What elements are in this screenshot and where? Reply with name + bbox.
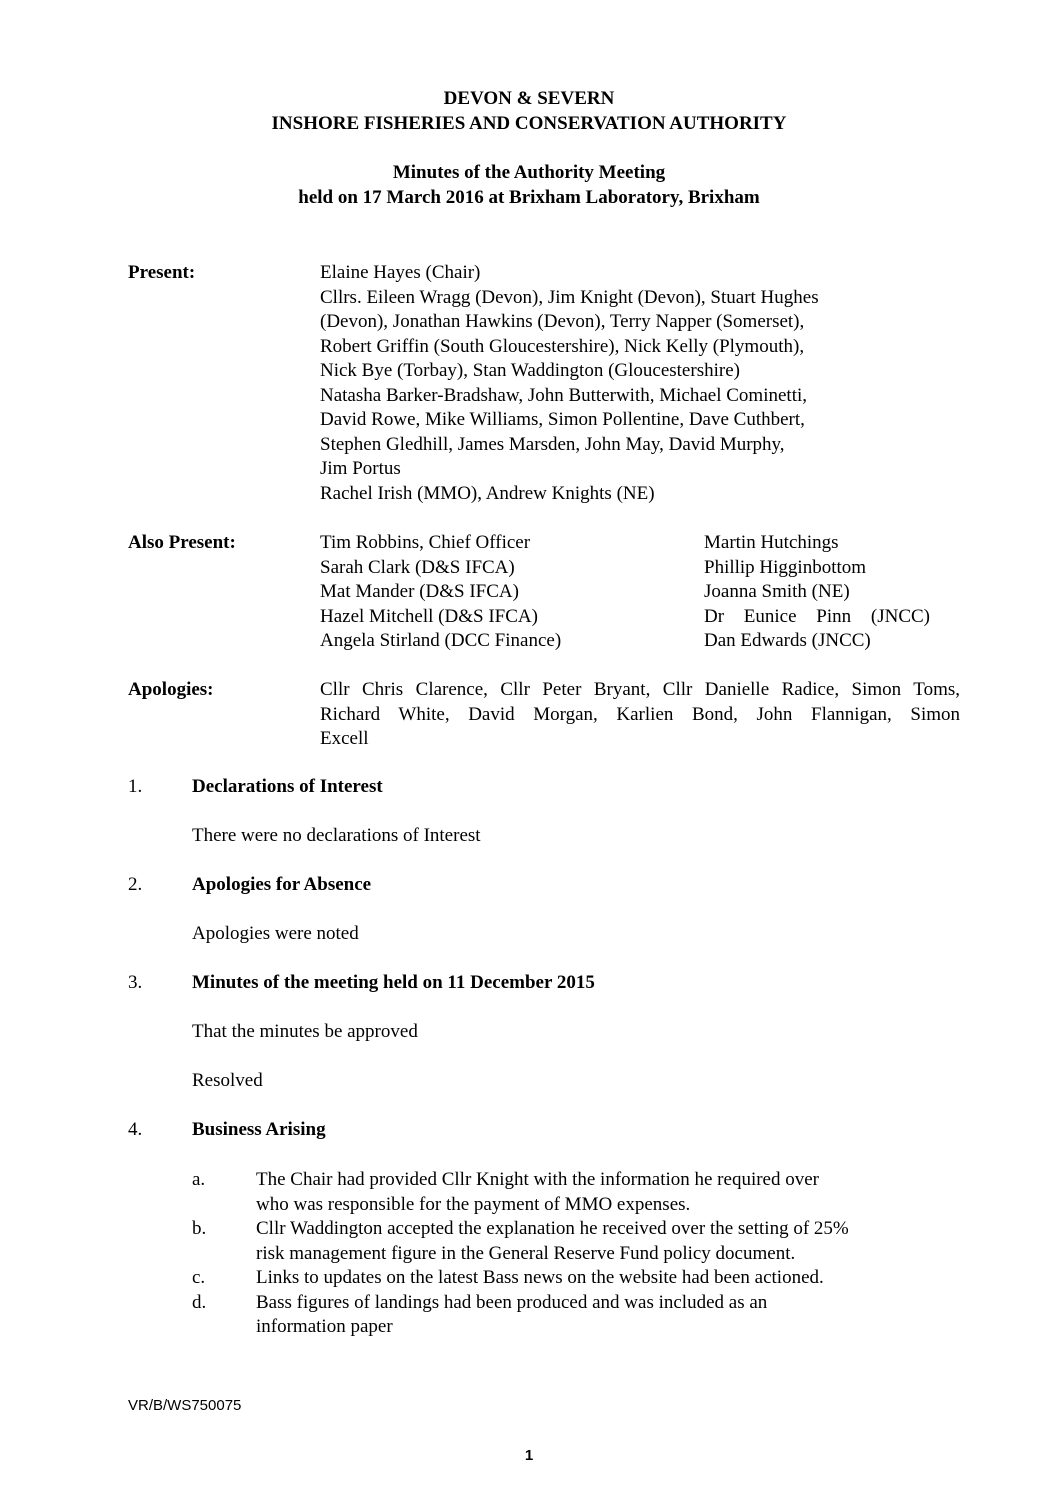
sub-item-letter: c. [192, 1267, 206, 1288]
sub-item-letter: a. [192, 1169, 206, 1190]
sub-item-line: Links to updates on the latest Bass news on the website had been actioned. [256, 1267, 824, 1288]
document-reference: VR/B/WS750075 [128, 1397, 242, 1414]
item-number: 4. [128, 1119, 143, 1140]
sub-item-letter: d. [192, 1291, 207, 1313]
document-title-line1: Minutes of the Authority Meeting [392, 162, 666, 183]
present-line: Jim Portus [320, 458, 401, 479]
also-present-right-item: Dan Edwards (JNCC) [704, 630, 871, 651]
item-number: 3. [128, 972, 143, 993]
also-present-right-item: Phillip Higginbottom [704, 556, 867, 578]
present-line: (Devon), Jonathan Hawkins (Devon), Terry Napper (Somerset), [320, 311, 805, 332]
item-heading: Apologies for Absence [192, 874, 372, 895]
apologies-line: Richard White, David Morgan, Karlien Bond, John Flannigan, Simon [320, 703, 960, 725]
sub-item-line: risk management figure in the General Reserve Fund policy document. [256, 1242, 796, 1264]
item-paragraph: There were no declarations of Interest [192, 825, 481, 846]
sub-item-line: The Chair had provided Cllr Knight with the information he required over [256, 1169, 819, 1190]
item-paragraph: Resolved [192, 1070, 263, 1091]
also-present-left-item: Sarah Clark (D&S IFCA) [320, 556, 515, 578]
item-heading: Declarations of Interest [192, 776, 383, 797]
also-present-left-item: Tim Robbins, Chief Officer [320, 532, 531, 553]
item-number: 1. [128, 776, 143, 797]
apologies-line: Excell [320, 728, 369, 749]
present-line: Rachel Irish (MMO), Andrew Knights (NE) [320, 482, 655, 504]
present-line: Nick Bye (Torbay), Stan Waddington (Gloucestershire) [320, 360, 740, 381]
also-present-left-item: Angela Stirland (DCC Finance) [320, 630, 562, 651]
present-label: Present: [128, 262, 196, 283]
org-name-line1: DEVON & SEVERN [443, 88, 615, 109]
present-line: Elaine Hayes (Chair) [320, 262, 481, 283]
item-paragraph: That the minutes be approved [192, 1021, 418, 1042]
present-line: Robert Griffin (South Gloucestershire), Nick Kelly (Plymouth), [320, 335, 805, 357]
also-present-right-item: Joanna Smith (NE) [704, 581, 850, 602]
sub-item-letter: b. [192, 1218, 207, 1239]
also-present-left-item: Mat Mander (D&S IFCA) [320, 581, 519, 602]
org-name-line2: INSHORE FISHERIES AND CONSERVATION AUTHORITY [271, 113, 787, 134]
present-line: Cllrs. Eileen Wragg (Devon), Jim Knight (Devon), Stuart Hughes [320, 286, 819, 308]
also-present-right-item: Martin Hutchings [704, 532, 839, 553]
sub-item-line: who was responsible for the payment of MMO expenses. [256, 1193, 691, 1215]
sub-item-line: Cllr Waddington accepted the explanation he received over the setting of 25% [256, 1218, 849, 1239]
page-number: 1 [524, 1447, 534, 1464]
present-line: Natasha Barker-Bradshaw, John Butterwith, Michael Cominetti, [320, 384, 807, 406]
also-present-right-item: Dr Eunice Pinn (JNCC) [704, 605, 930, 627]
apologies-line: Cllr Chris Clarence, Cllr Peter Bryant, Cllr Danielle Radice, Simon Toms, [320, 679, 960, 700]
sub-item-line: Bass figures of landings had been produced and was included as an [256, 1291, 768, 1313]
apologies-label: Apologies: [128, 679, 214, 700]
document-title-line2: held on 17 March 2016 at Brixham Laboratory, Brixham [298, 187, 760, 208]
sub-item-line: information paper [256, 1316, 393, 1337]
present-line: David Rowe, Mike Williams, Simon Pollentine, Dave Cuthbert, [320, 409, 805, 430]
item-heading: Minutes of the meeting held on 11 December 2015 [192, 972, 595, 993]
also-present-label: Also Present: [128, 532, 236, 553]
item-number: 2. [128, 874, 143, 895]
item-paragraph: Apologies were noted [192, 923, 359, 944]
present-line: Stephen Gledhill, James Marsden, John May, David Murphy, [320, 433, 785, 455]
also-present-left-item: Hazel Mitchell (D&S IFCA) [320, 605, 538, 627]
item-heading: Business Arising [192, 1119, 326, 1140]
